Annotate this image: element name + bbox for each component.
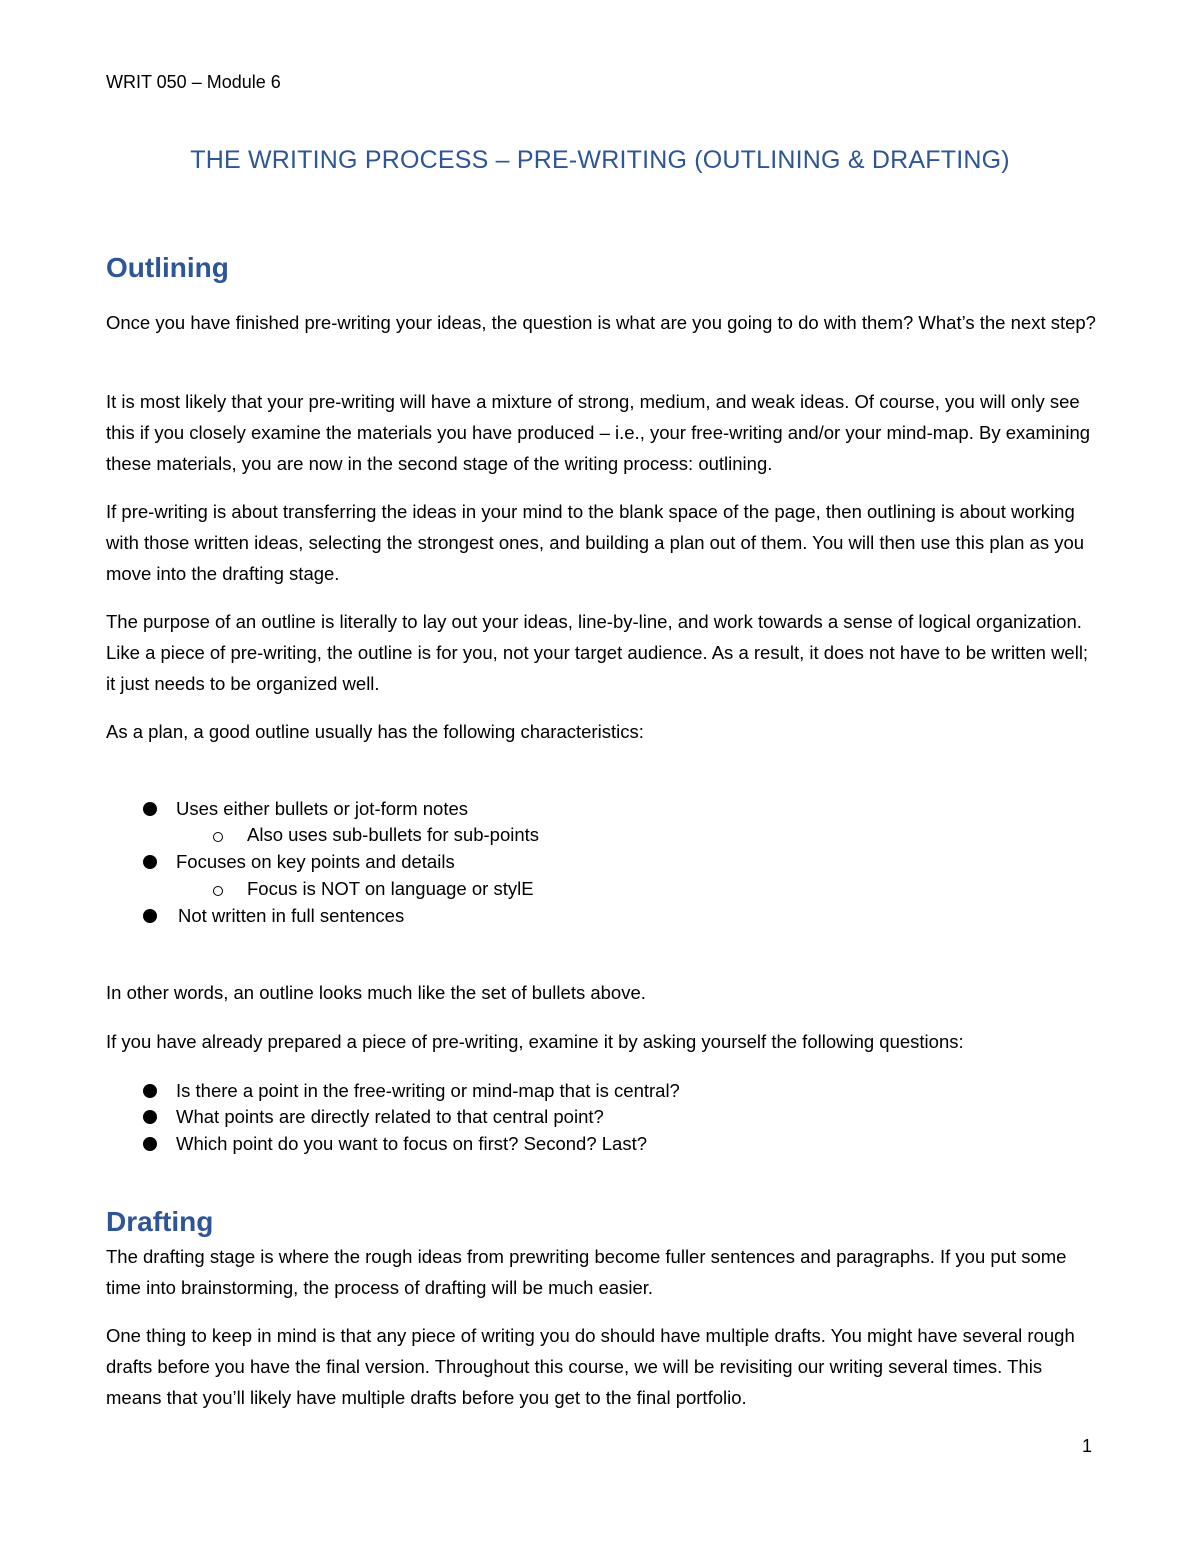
list-item-text: Focus is NOT on language or stylE <box>247 878 534 899</box>
outlining-paragraph-1: Once you have finished pre-writing your ideas, the question is what are you going to do with them? What’s the next step? <box>106 312 1096 333</box>
bullet-icon <box>143 1110 157 1124</box>
list-item-text: Is there a point in the free-writing or mind-map that is central? <box>176 1080 680 1101</box>
outlining-paragraph-3: If pre-writing is about transferring the ideas in your mind to the blank space of the page, then outlining is about working with those written ideas, selecting the strongest ones, and building a plan out of them. You will then use this plan as you move into the drafting stage. <box>106 501 1085 584</box>
bullet-icon <box>143 802 157 816</box>
outlining-paragraph-5: As a plan, a good outline usually has the following characteristics: <box>106 721 644 742</box>
sub-bullet-icon <box>213 832 223 842</box>
list-item-text: Focuses on key points and details <box>176 851 455 872</box>
bullet-icon <box>143 1084 157 1098</box>
outlining-paragraph-4: The purpose of an outline is literally to lay out your ideas, line-by-line, and work towards a sense of logical organization. Like a piece of pre-writing, the outline is for you, not your target audience. As a result, it does not have to be written well; it just needs to be organized well. <box>106 611 1089 694</box>
bullet-icon <box>143 855 157 869</box>
outlining-paragraph-6: In other words, an outline looks much like the set of bullets above. <box>106 982 646 1003</box>
list-item-text: Not written in full sentences <box>178 905 405 926</box>
list-item-text: Which point do you want to focus on first? Second? Last? <box>176 1133 648 1154</box>
drafting-heading: Drafting <box>106 1206 214 1237</box>
outlining-heading: Outlining <box>106 252 229 283</box>
bullet-icon <box>143 1137 157 1151</box>
list-item-text: What points are directly related to that central point? <box>176 1106 604 1127</box>
list-item-text: Also uses sub-bullets for sub-points <box>247 824 540 845</box>
outlining-paragraph-7: If you have already prepared a piece of pre-writing, examine it by asking yourself the following questions: <box>106 1031 964 1052</box>
bullet-icon <box>143 909 157 923</box>
outlining-paragraph-2: It is most likely that your pre-writing will have a mixture of strong, medium, and weak ideas. Of course, you will only see this if you closely examine the materials you have produced – i.e., your free-writing and/or your mind-map. By examining these materials, you are now in the second stage of the writing process: outlining. <box>106 391 1091 474</box>
drafting-paragraph-1: The drafting stage is where the rough ideas from prewriting become fuller sentences and paragraphs. If you put some time into brainstorming, the process of drafting will be much easier. <box>106 1246 1067 1298</box>
list-item-text: Uses either bullets or jot-form notes <box>176 798 469 819</box>
document-title: THE WRITING PROCESS – PRE-WRITING (OUTLINING & DRAFTING) <box>190 146 1010 174</box>
sub-bullet-icon <box>213 886 223 896</box>
page-number: 1 <box>1082 1436 1093 1456</box>
page-header: WRIT 050 – Module 6 <box>106 72 281 92</box>
drafting-paragraph-2: One thing to keep in mind is that any piece of writing you do should have multiple drafts. You might have several rough drafts before you have the final version. Throughout this course, we will be revisiting our writing several times. This means that you’ll likely have multiple drafts before you get to the final portfolio. <box>106 1325 1075 1408</box>
